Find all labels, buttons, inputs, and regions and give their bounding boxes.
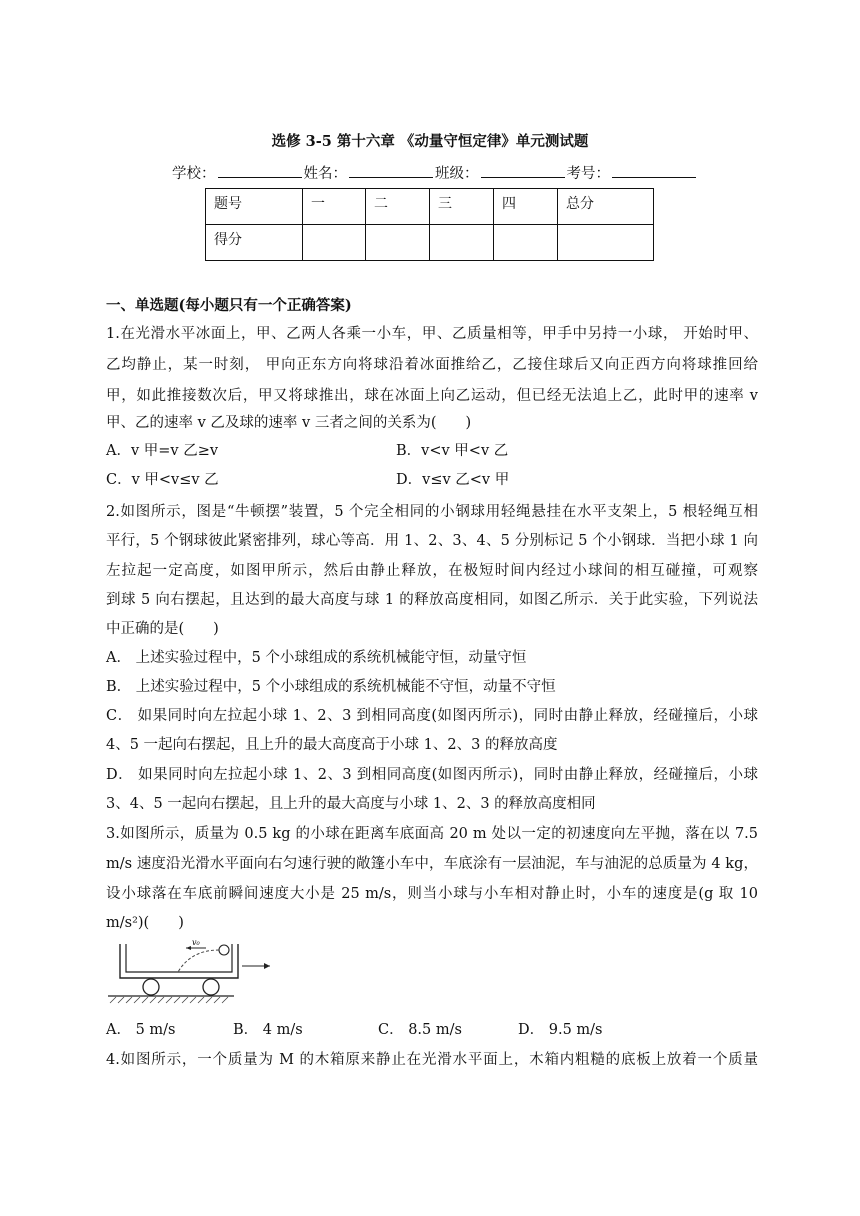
- student-info-line: [172, 162, 698, 183]
- option-b[interactable]: B． 4 m/s: [233, 1022, 303, 1038]
- score-table-header-row: [206, 189, 654, 225]
- question-text-line: 平行，5 个钢球彼此紧密排列，球心等高．用 1、2、3、4、5 分别标记 5 个小钢球．当把小球 1 向: [106, 533, 758, 549]
- question-text-line: 到球 5 向右摆起，且达到的最大高度与球 1 的释放高度相同，如图乙所示．关于此实验，下列说法: [106, 592, 758, 608]
- question-text-line: 左拉起一定高度，如图甲所示，然后由静止释放，在极短时间内经过小球间的相互碰撞，可观察: [106, 563, 758, 579]
- cart-figure: [106, 936, 278, 1008]
- option-a[interactable]: A． 5 m/s: [106, 1022, 176, 1038]
- cart-inner-wall: [126, 944, 232, 972]
- name-label: 姓名：: [303, 166, 347, 182]
- header-cell: 总分: [558, 189, 654, 225]
- arrowhead: [186, 946, 191, 950]
- question-text-line: 甲、乙的速率 v 乙及球的速率 v 三者之间的关系为( ): [106, 415, 472, 431]
- score-cell[interactable]: [494, 225, 558, 261]
- question-text-line: 设小球落在车底前瞬间速度大小是 25 m/s，则当小球与小车相对静止时，小车的速度是(g 取 10: [106, 886, 758, 902]
- section-heading: 一、单选题(每小题只有一个正确答案): [106, 297, 352, 314]
- question-text-line: 3.如图所示，质量为 0.5 kg 的小球在距离车底面高 20 m 处以一定的初速度向左平抛，落在以 7.5: [106, 826, 758, 842]
- option-c[interactable]: C． 8.5 m/s: [378, 1022, 462, 1038]
- ground-hatch: [110, 997, 228, 1003]
- wheel: [203, 979, 219, 995]
- page-title: 选修 3-5 第十六章 《动量守恒定律》单元测试题: [271, 133, 589, 150]
- question-text-line: 乙均静止，某一时刻， 甲向正东方向将球沿着冰面推给乙，乙接住球后又向正西方向将球推回给: [106, 357, 758, 373]
- question-text-line: 1.在光滑水平冰面上，甲、乙两人各乘一小车，甲、乙质量相等，甲手中另持一小球， 开始时甲、: [106, 326, 758, 342]
- score-cell[interactable]: [366, 225, 430, 261]
- school-label: 学校：: [172, 166, 216, 182]
- trajectory: [178, 950, 219, 972]
- class-blank[interactable]: [481, 163, 565, 178]
- option-d[interactable]: D．v≤v 乙<v 甲: [396, 472, 510, 488]
- option-b[interactable]: B．v<v 甲<v 乙: [396, 443, 509, 459]
- class-label: 班级：: [435, 166, 479, 182]
- wheel: [143, 979, 159, 995]
- option-c[interactable]: C．v 甲<v≤v 乙: [106, 472, 219, 488]
- option-a[interactable]: A． 上述实验过程中，5 个小球组成的系统机械能守恒，动量守恒: [106, 650, 527, 666]
- question-text-line: m/s 速度沿光滑水平面向右匀速行驶的敞篷小车中，车底涂有一层油泥，车与油泥的总质量为 4 kg，: [106, 856, 758, 872]
- header-cell: 一: [303, 189, 366, 225]
- ball: [219, 945, 229, 955]
- score-table: [205, 188, 654, 261]
- score-cell[interactable]: [558, 225, 654, 261]
- score-cell[interactable]: [303, 225, 366, 261]
- option-c-continued: 4、5 一起向右摆起，且上升的最大高度高于小球 1、2、3 的释放高度: [106, 737, 558, 753]
- name-blank[interactable]: [349, 163, 433, 178]
- header-cell: 二: [366, 189, 430, 225]
- question-text-line: 甲，如此推接数次后，甲又将球推出，球在冰面上向乙运动，但已经无法追上乙，此时甲的速率 v: [106, 388, 758, 404]
- v0-label: v₀: [192, 938, 200, 947]
- score-cell[interactable]: [430, 225, 494, 261]
- row-label-cell: 得分: [206, 225, 303, 261]
- score-table-score-row: [206, 225, 654, 261]
- question-text-line: 4.如图所示，一个质量为 M 的木箱原来静止在光滑水平面上，木箱内粗糙的底板上放着一个质量: [106, 1052, 758, 1068]
- exam-no-blank[interactable]: [612, 163, 696, 178]
- arrowhead: [264, 963, 270, 969]
- header-cell: 题号: [206, 189, 303, 225]
- question-text-line: 中正确的是( ): [106, 621, 219, 637]
- question-text-line: 2.如图所示，图是“牛顿摆”装置，5 个完全相同的小钢球用轻绳悬挂在水平支架上，5 根轻绳互相: [106, 504, 758, 520]
- option-b[interactable]: B． 上述实验过程中，5 个小球组成的系统机械能不守恒，动量不守恒: [106, 679, 556, 695]
- exam-no-label: 考号：: [566, 166, 610, 182]
- school-blank[interactable]: [218, 163, 302, 178]
- option-c[interactable]: C． 如果同时向左拉起小球 1、2、3 到相同高度(如图丙所示)，同时由静止释放，经碰撞后，小球: [106, 708, 758, 724]
- option-d-continued: 3、4、5 一起向右摆起，且上升的最大高度与小球 1、2、3 的释放高度相同: [106, 796, 596, 812]
- option-d[interactable]: D． 9.5 m/s: [518, 1022, 603, 1038]
- question-text-line: m/s²)( ): [106, 915, 184, 931]
- option-a[interactable]: A．v 甲=v 乙≥v: [106, 443, 219, 459]
- header-cell: 四: [494, 189, 558, 225]
- header-cell: 三: [430, 189, 494, 225]
- option-d[interactable]: D． 如果同时向左拉起小球 1、2、3 到相同高度(如图丙所示)，同时由静止释放，经碰撞后，小球: [106, 767, 758, 783]
